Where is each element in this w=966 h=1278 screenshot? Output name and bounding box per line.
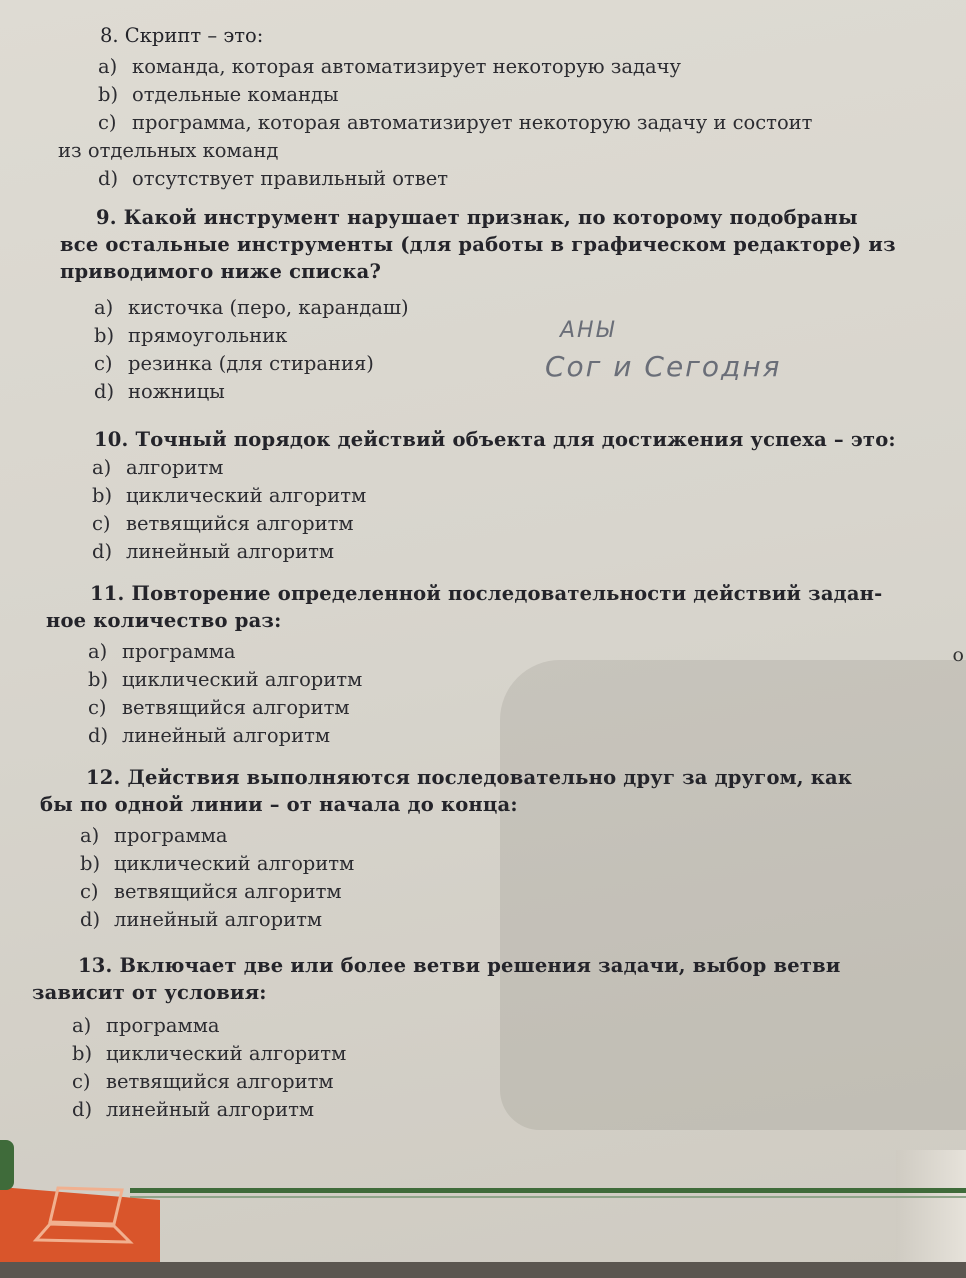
option-c: c) программа, которая автоматизирует некоторую задачу и состоит [98,111,813,134]
option-c: c) резинка (для стирания) [94,352,374,375]
option-c-continued: из отдельных команд [58,139,279,162]
option-a: a) алгоритм [92,456,224,479]
option-d: d) линейный алгоритм [72,1098,315,1121]
handwritten-note-top: АНЫ [560,318,616,343]
question-9-options [94,294,409,406]
option-a: a) команда, которая автоматизирует некоторую задачу [98,55,682,78]
option-b: b) циклический алгоритм [72,1042,347,1065]
option-b: b) циклический алгоритм [88,668,363,691]
question-13-options [72,1012,346,1124]
option-a: a) программа [88,640,236,663]
margin-letter: о [952,644,964,666]
page-number-tab [0,1140,14,1190]
handwritten-note: Сог и Сегодня [545,350,782,383]
option-a: a) кисточка (перо, карандаш) [94,296,409,319]
question-12-title: 12. Действия выполняются последовательно друг за другом, как бы по одной линии – от начала до конца: [40,766,853,816]
option-a: a) программа [80,824,228,847]
option-c: c) ветвящийся алгоритм [80,880,342,903]
question-11-options [88,638,362,750]
option-b: b) циклический алгоритм [92,484,367,507]
question-text: 8. Скрипт – это: [100,24,264,47]
option-d: d) линейный алгоритм [80,908,323,931]
laptop-icon [30,1180,150,1250]
option-c: c) ветвящийся алгоритм [92,512,354,535]
question-12-options [80,822,354,934]
question-13-title: 13. Включает две или более ветви решения задачи, выбор ветви зависит от условия: [32,954,841,1004]
option-d: d) отсутствует правильный ответ [98,167,449,190]
option-b: b) циклический алгоритм [80,852,355,875]
option-a: a) программа [72,1014,220,1037]
question-10-title: 10. Точный порядок действий объекта для достижения успеха – это: [94,428,896,451]
question-10-options [92,454,366,566]
question-9-title: 9. Какой инструмент нарушает признак, по которому подобраны все остальные инструменты (для работы в графическом редакторе) из приводимого ниже списка? [60,206,896,283]
option-b: b) прямоугольник [94,324,288,347]
option-c: c) ветвящийся алгоритм [72,1070,334,1093]
option-d: d) ножницы [94,380,225,403]
option-d: d) линейный алгоритм [92,540,335,563]
footer-rule [130,1188,966,1193]
option-c: c) ветвящийся алгоритм [88,696,350,719]
question-8-options [58,53,813,193]
table-surface [0,1262,966,1278]
footer-rule-thin [130,1196,966,1198]
question-8-title [100,22,263,49]
option-d: d) линейный алгоритм [88,724,331,747]
option-b: b) отдельные команды [98,83,339,106]
question-11-title: 11. Повторение определенной последовательности действий задан- ное количество раз: [46,582,883,632]
